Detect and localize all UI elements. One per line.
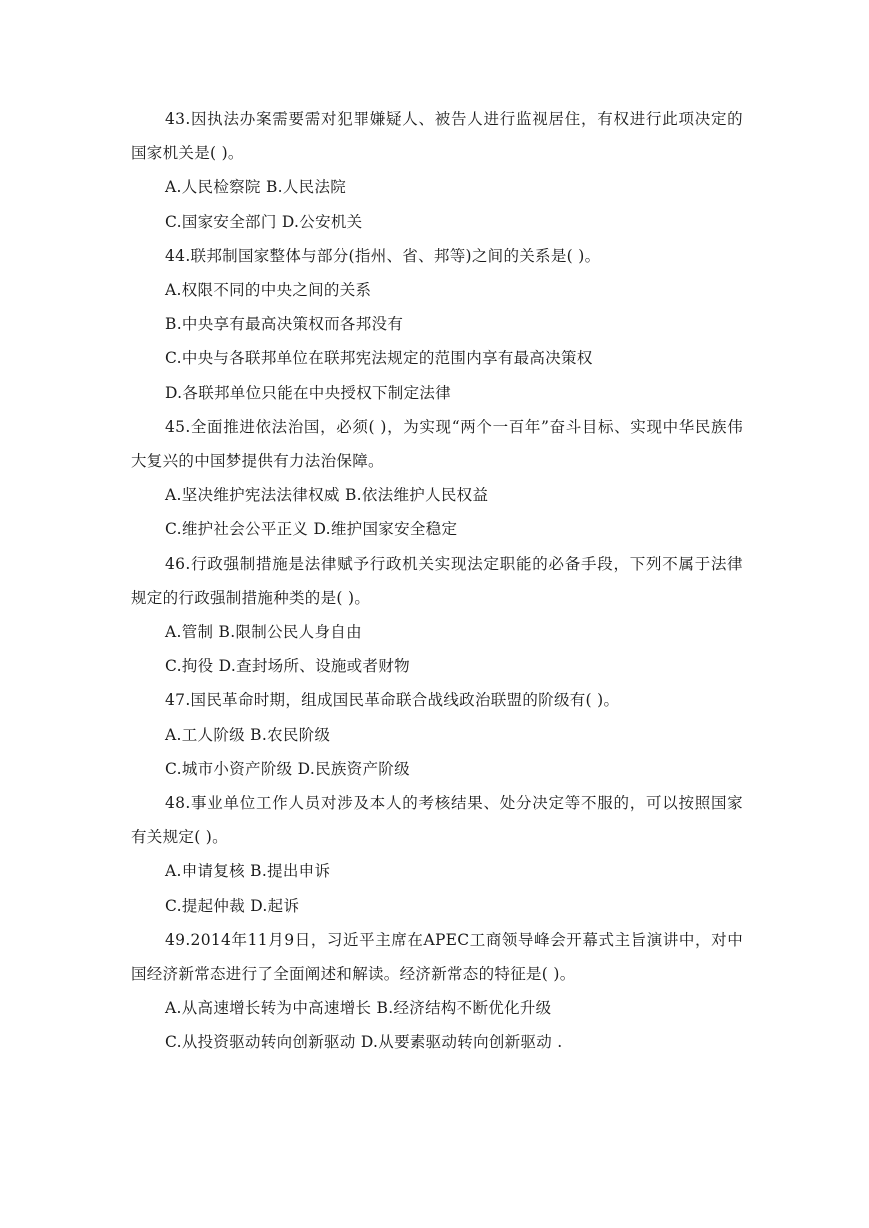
- option-line: C.从投资驱动转向创新驱动 D.从要素驱动转向创新驱动 .: [165, 1033, 563, 1052]
- option-line: A.申请复核 B.提出申诉: [165, 862, 331, 881]
- option-line: B.中央享有最高决策权而各邦没有: [165, 315, 404, 334]
- question-stem: 48.事业单位工作人员对涉及本人的考核结果、处分决定等不服的，可以按照国家有关规定( )。: [131, 794, 743, 847]
- question-list: [131, 102, 743, 1060]
- option-line: A.从高速增长转为中高速增长 B.经济结构不断优化升级: [165, 999, 552, 1018]
- question-stem: 46.行政强制措施是法律赋予行政机关实现法定职能的必备手段，下列不属于法律规定的行政强制措施种类的是( )。: [131, 554, 743, 607]
- question-49: [131, 923, 743, 1060]
- option-line: A.管制 B.限制公民人身自由: [165, 623, 362, 642]
- option-line: A.人民检察院 B.人民法院: [165, 178, 347, 197]
- question-stem: 43.因执法办案需要需对犯罪嫌疑人、被告人进行监视居住，有权进行此项决定的国家机关是( )。: [131, 110, 743, 163]
- option-line: C.中央与各联邦单位在联邦宪法规定的范围内享有最高决策权: [165, 349, 593, 368]
- question-44: [131, 239, 743, 410]
- question-45: [131, 410, 743, 547]
- option-line: A.工人阶级 B.农民阶级: [165, 725, 331, 744]
- option-line: A.坚决维护宪法法律权威 B.依法维护人民权益: [165, 486, 489, 505]
- question-48: [131, 786, 743, 923]
- option-line: C.城市小资产阶级 D.民族资产阶级: [165, 759, 410, 778]
- question-46: [131, 547, 743, 684]
- question-stem: 47.国民革命时期，组成国民革命联合战线政治联盟的阶级有( )。: [165, 691, 620, 710]
- question-47: [131, 683, 743, 786]
- option-line: C.拘役 D.查封场所、设施或者财物: [165, 657, 410, 676]
- option-line: C.提起仲裁 D.起诉: [165, 896, 300, 915]
- question-stem: 45.全面推进依法治国，必须( )，为实现“两个一百年”奋斗目标、实现中华民族伟大复兴的中国梦提供有力法治保障。: [131, 417, 743, 471]
- option-line: D.各联邦单位只能在中央授权下制定法律: [165, 383, 452, 402]
- question-43: [131, 102, 743, 239]
- question-stem: 49.2014年11月9日，习近平主席在APEC工商领导峰会开幕式主旨演讲中，对中国经济新常态进行了全面阐述和解读。经济新常态的特征是( )。: [131, 930, 743, 984]
- option-line: C.维护社会公平正义 D.维护国家安全稳定: [165, 520, 458, 539]
- question-stem: 44.联邦制国家整体与部分(指州、省、邦等)之间的关系是( )。: [165, 246, 601, 265]
- option-line: A.权限不同的中央之间的关系: [165, 281, 372, 300]
- option-line: C.国家安全部门 D.公安机关: [165, 212, 363, 231]
